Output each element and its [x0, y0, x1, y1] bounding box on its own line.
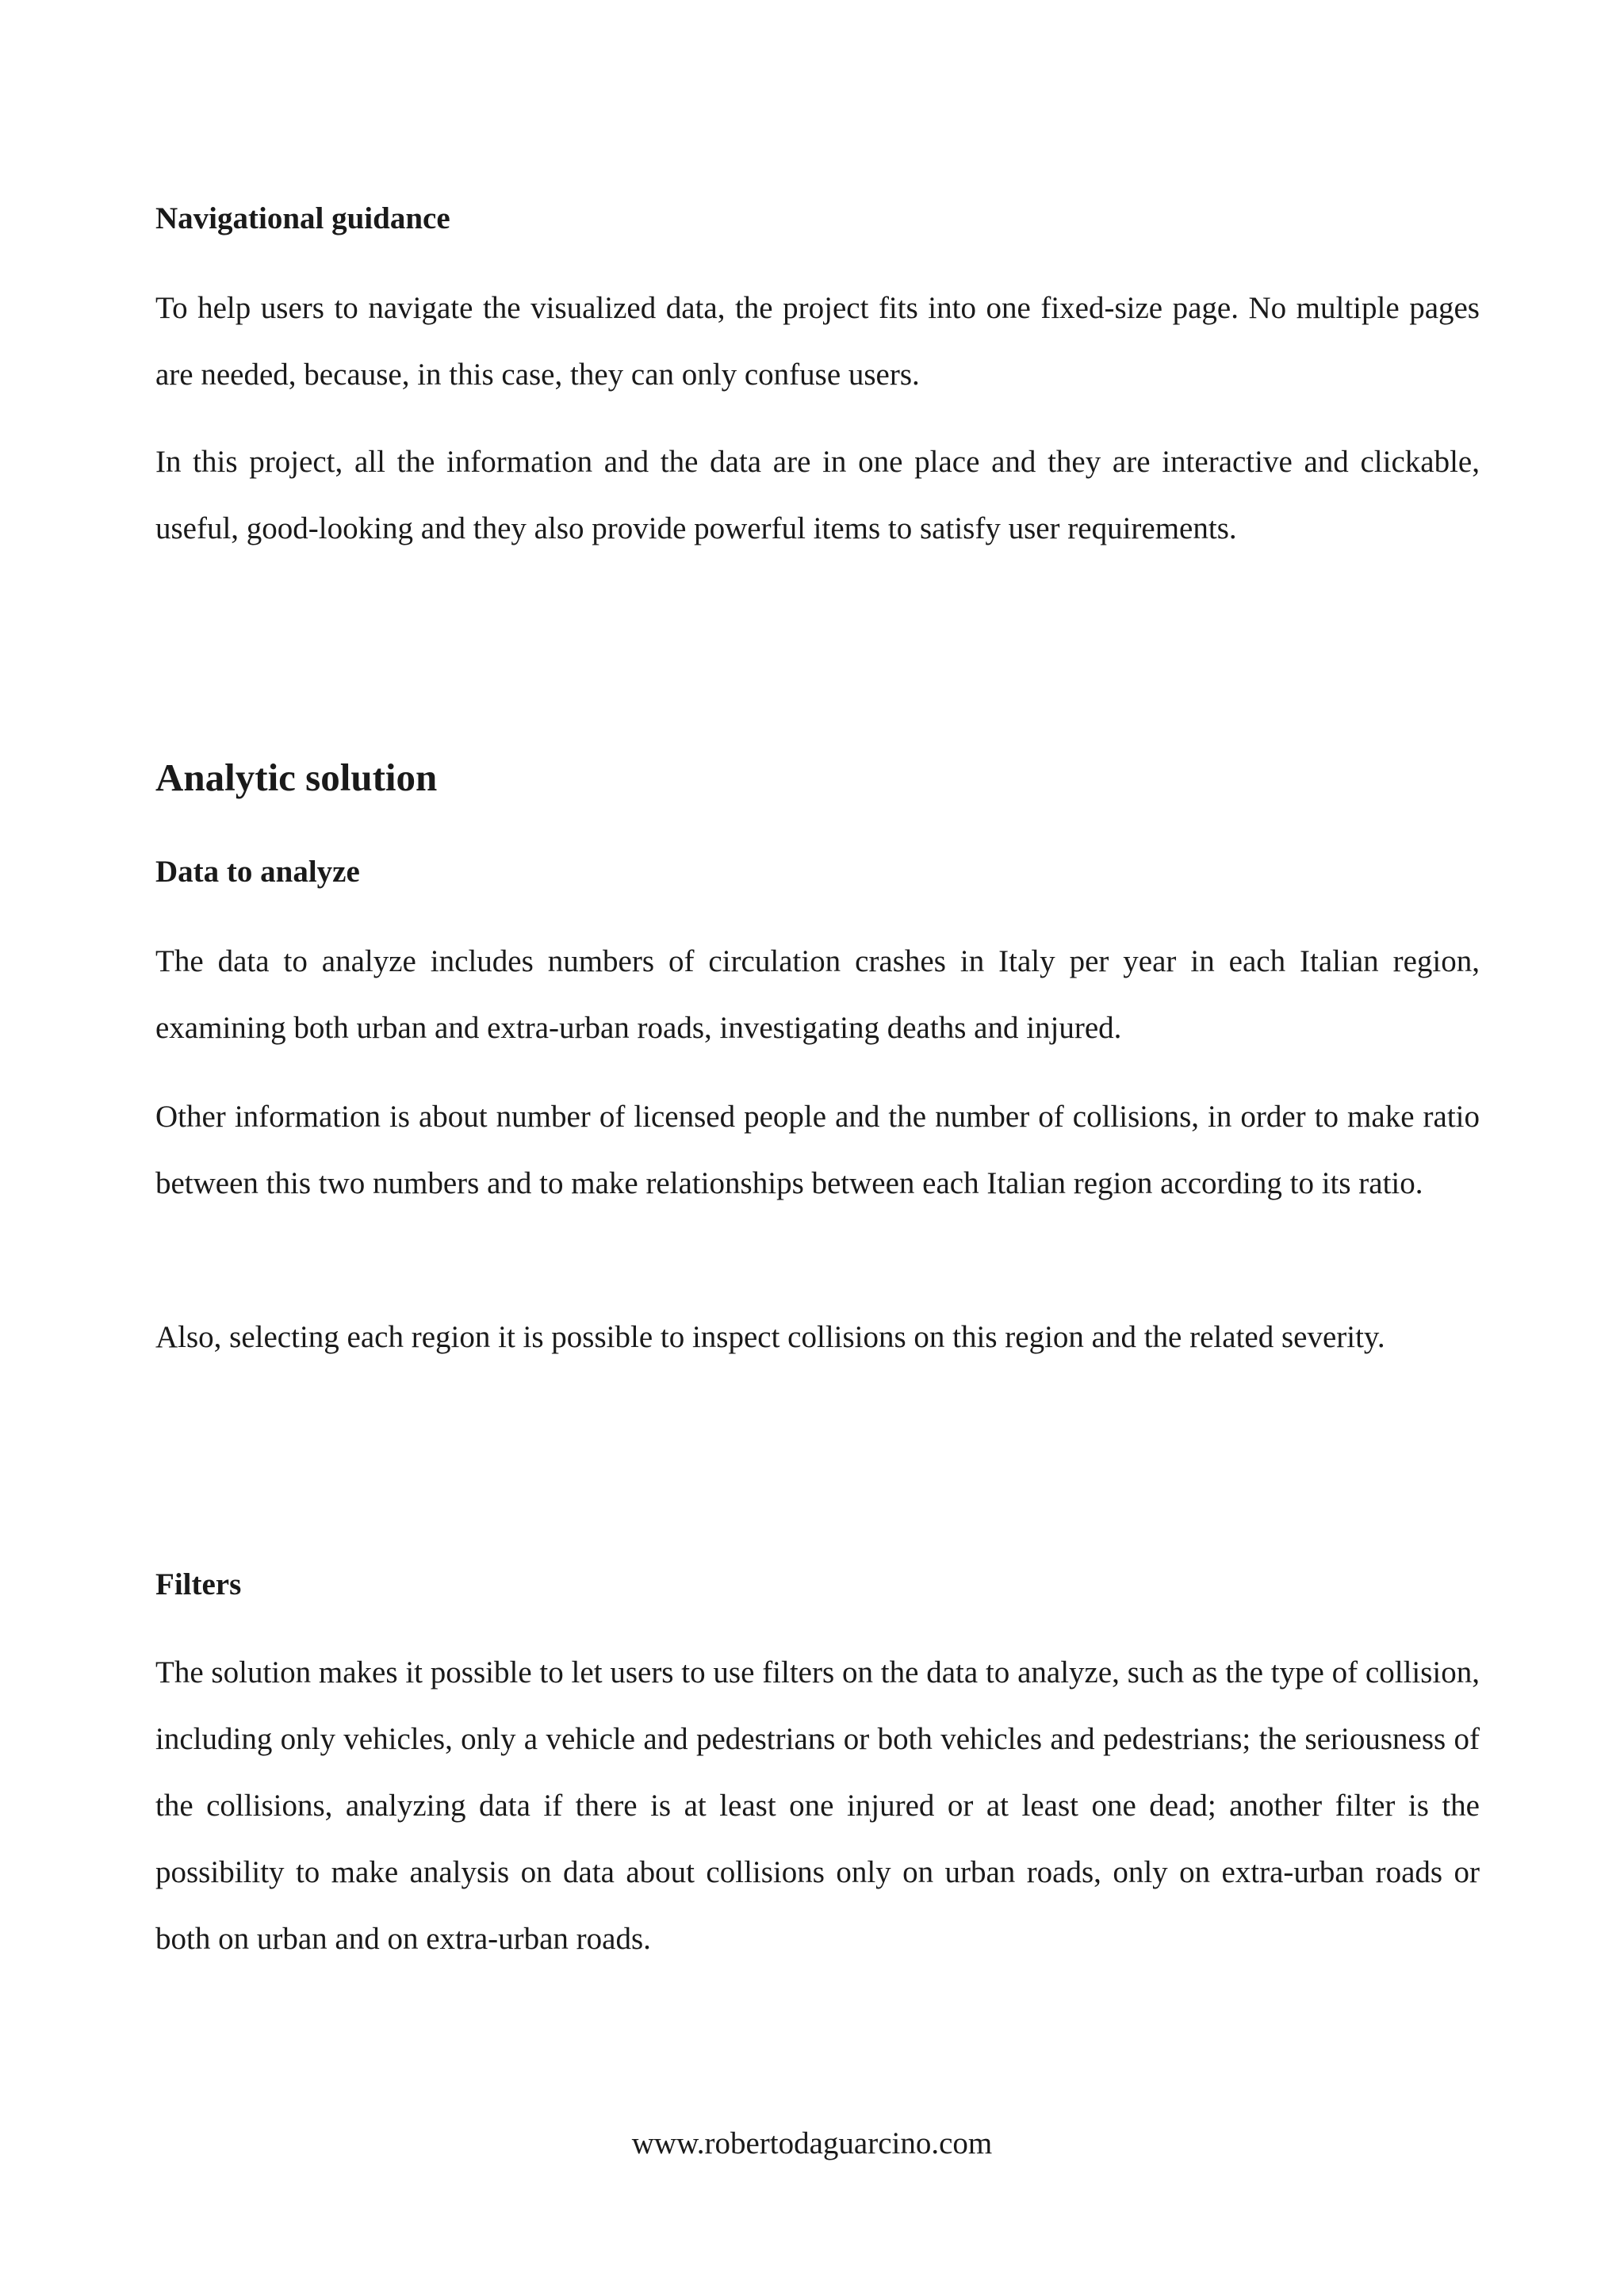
section-heading-analytic-solution: Analytic solution [155, 756, 438, 799]
section-title-data-to-analyze: Data to analyze [155, 855, 360, 889]
paragraph-navigational-2: In this project, all the information and the data are in one place and they are interactive and clickable, useful, good-looking and they also provide powerful items to satisfy user requirements. [155, 445, 1480, 545]
paragraph-data-2: Other information is about number of licensed people and the number of collisions, in order to make ratio between this two numbers and to make relationships between each Italian region according to its ratio. [155, 1100, 1480, 1200]
section-title-filters: Filters [155, 1567, 242, 1601]
section-title-navigational-guidance: Navigational guidance [155, 201, 450, 235]
footer-url: www.robertodaguarcino.com [631, 2126, 993, 2160]
paragraph-data-1: The data to analyze includes numbers of circulation crashes in Italy per year in each Italian region, examining both urban and extra-urban roads, investigating deaths and injured. [155, 944, 1480, 1045]
paragraph-navigational-1: To help users to navigate the visualized data, the project fits into one fixed-size page. No multiple pages are needed, because, in this case, they can only confuse users. [155, 291, 1480, 392]
paragraph-data-3: Also, selecting each region it is possible to inspect collisions on this region and the related severity. [155, 1320, 1385, 1354]
paragraph-filters-1: The solution makes it possible to let users to use filters on the data to analyze, such as the type of collision, including only vehicles, only a vehicle and pedestrians or both vehicles and pedestrians; the seriousness of the collisions, analyzing data if there is at least one injured or at least one dead; another filter is the possibility to make analysis on data about collisions only on urban roads, only on extra-urban roads or both on urban and on extra-urban roads. [155, 1655, 1480, 1956]
